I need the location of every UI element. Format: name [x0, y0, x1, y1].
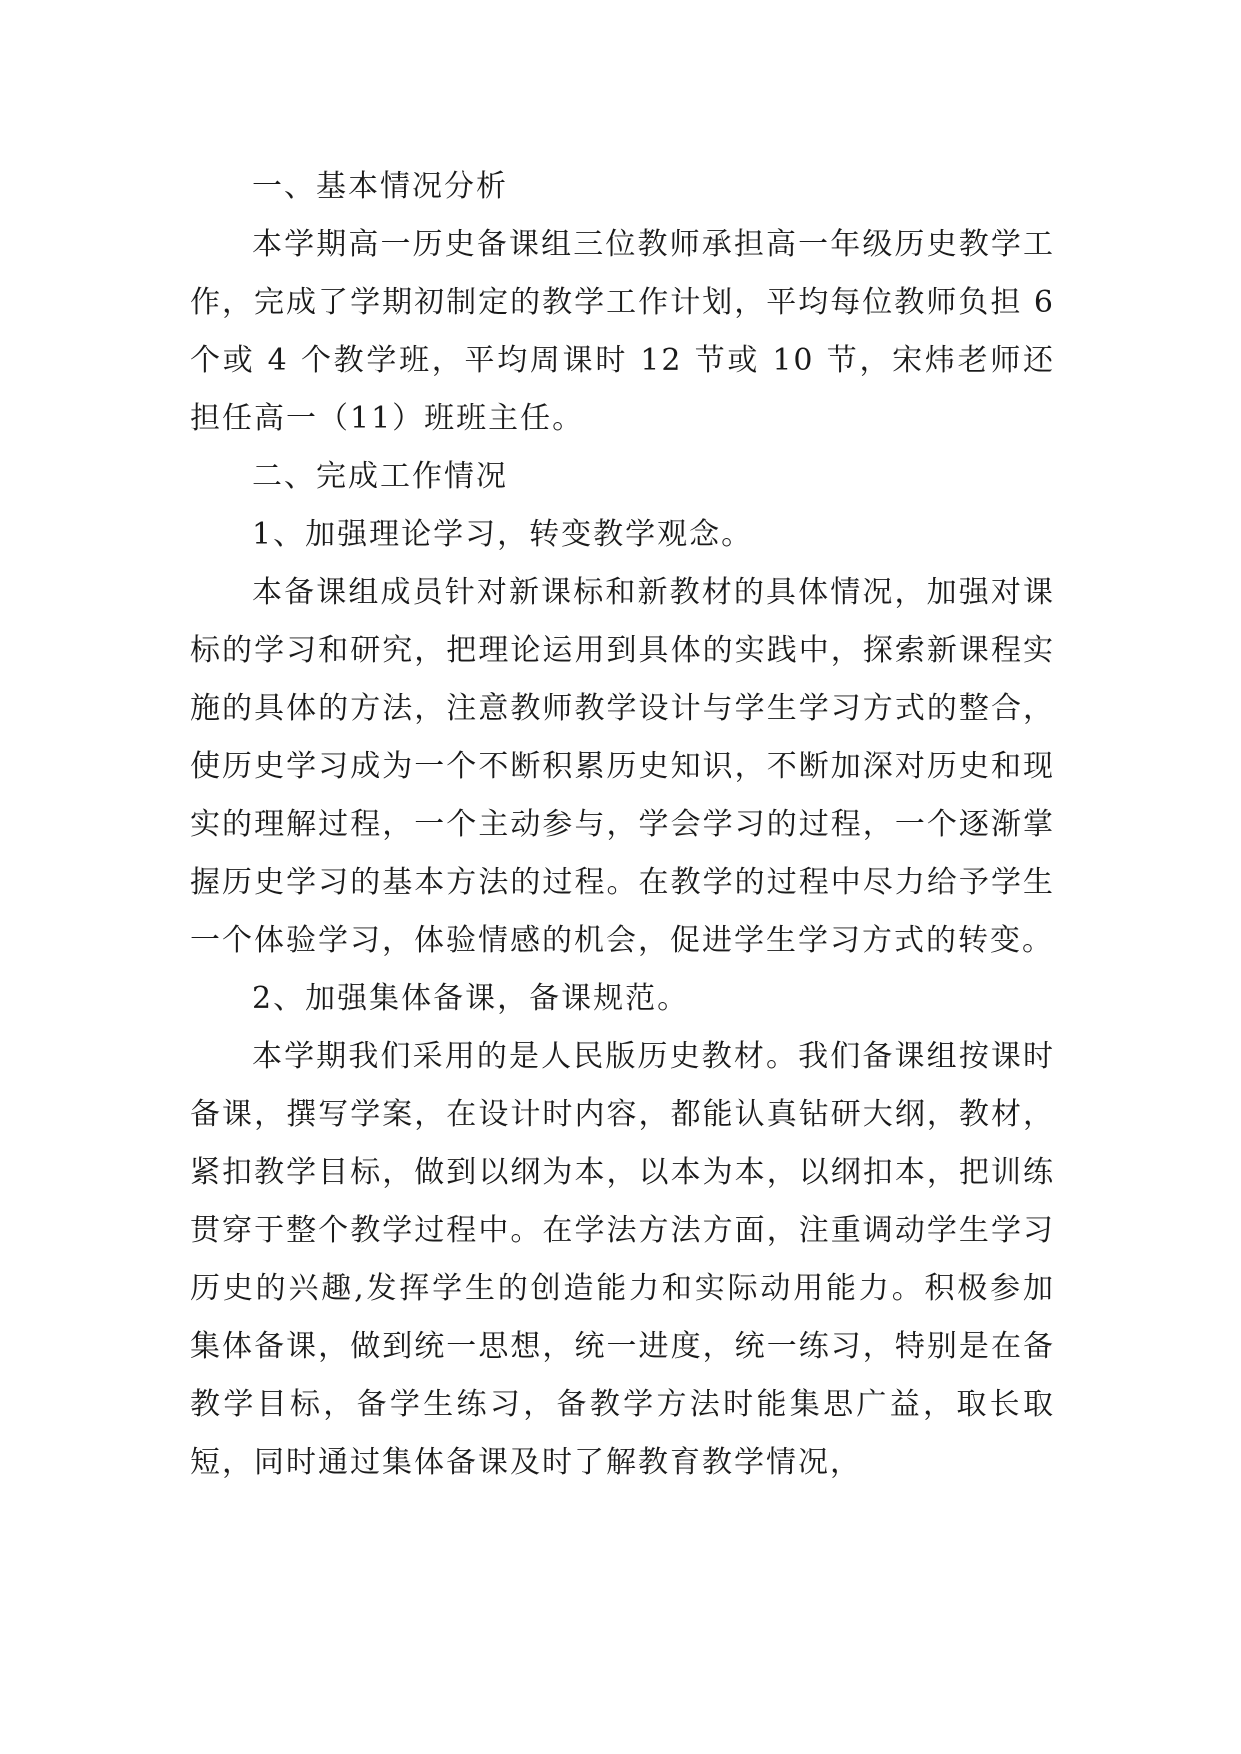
paragraph-basic-situation: 本学期高一历史备课组三位教师承担高一年级历史教学工作，完成了学期初制定的教学工作计划，平均每位教师负担 6 个或 4 个教学班，平均周课时 12 节或 10 节，宋炜老师还担任高一（11）班班主任。 — [190, 227, 1055, 436]
section-heading-basic-situation: 一、基本情况分析 — [252, 169, 508, 204]
paragraph-theory-study: 本备课组成员针对新课标和新教材的具体情况，加强对课标的学习和研究，把理论运用到具体的实践中，探索新课程实施的具体的方法，注意教师教学设计与学生学习方式的整合，使历史学习成为一个不断积累历史知识，不断加深对历史和现实的理解过程，一个主动参与，学会学习的过程，一个逐渐掌握历史学习的基本方法的过程。在教学的过程中尽力给予学生一个体验学习，体验情感的机会，促进学生学习方式的转变。 — [190, 575, 1055, 958]
subheading-collective-lesson-prep: 2、加强集体备课，备课规范。 — [252, 981, 690, 1016]
section-heading-work-completed: 二、完成工作情况 — [252, 459, 508, 494]
subheading-theory-study: 1、加强理论学习，转变教学观念。 — [252, 517, 754, 552]
document-body — [190, 158, 1055, 1492]
paragraph-collective-lesson-prep: 本学期我们采用的是人民版历史教材。我们备课组按课时备课，撰写学案，在设计时内容，都能认真钻研大纲，教材，紧扣教学目标，做到以纲为本，以本为本，以纲扣本，把训练贯穿于整个教学过程中。在学法方法方面，注重调动学生学习历史的兴趣,发挥学生的创造能力和实际动用能力。积极参加集体备课，做到统一思想，统一进度，统一练习，特别是在备教学目标，备学生练习，备教学方法时能集思广益，取长取短，同时通过集体备课及时了解教育教学情况， — [190, 1039, 1055, 1480]
